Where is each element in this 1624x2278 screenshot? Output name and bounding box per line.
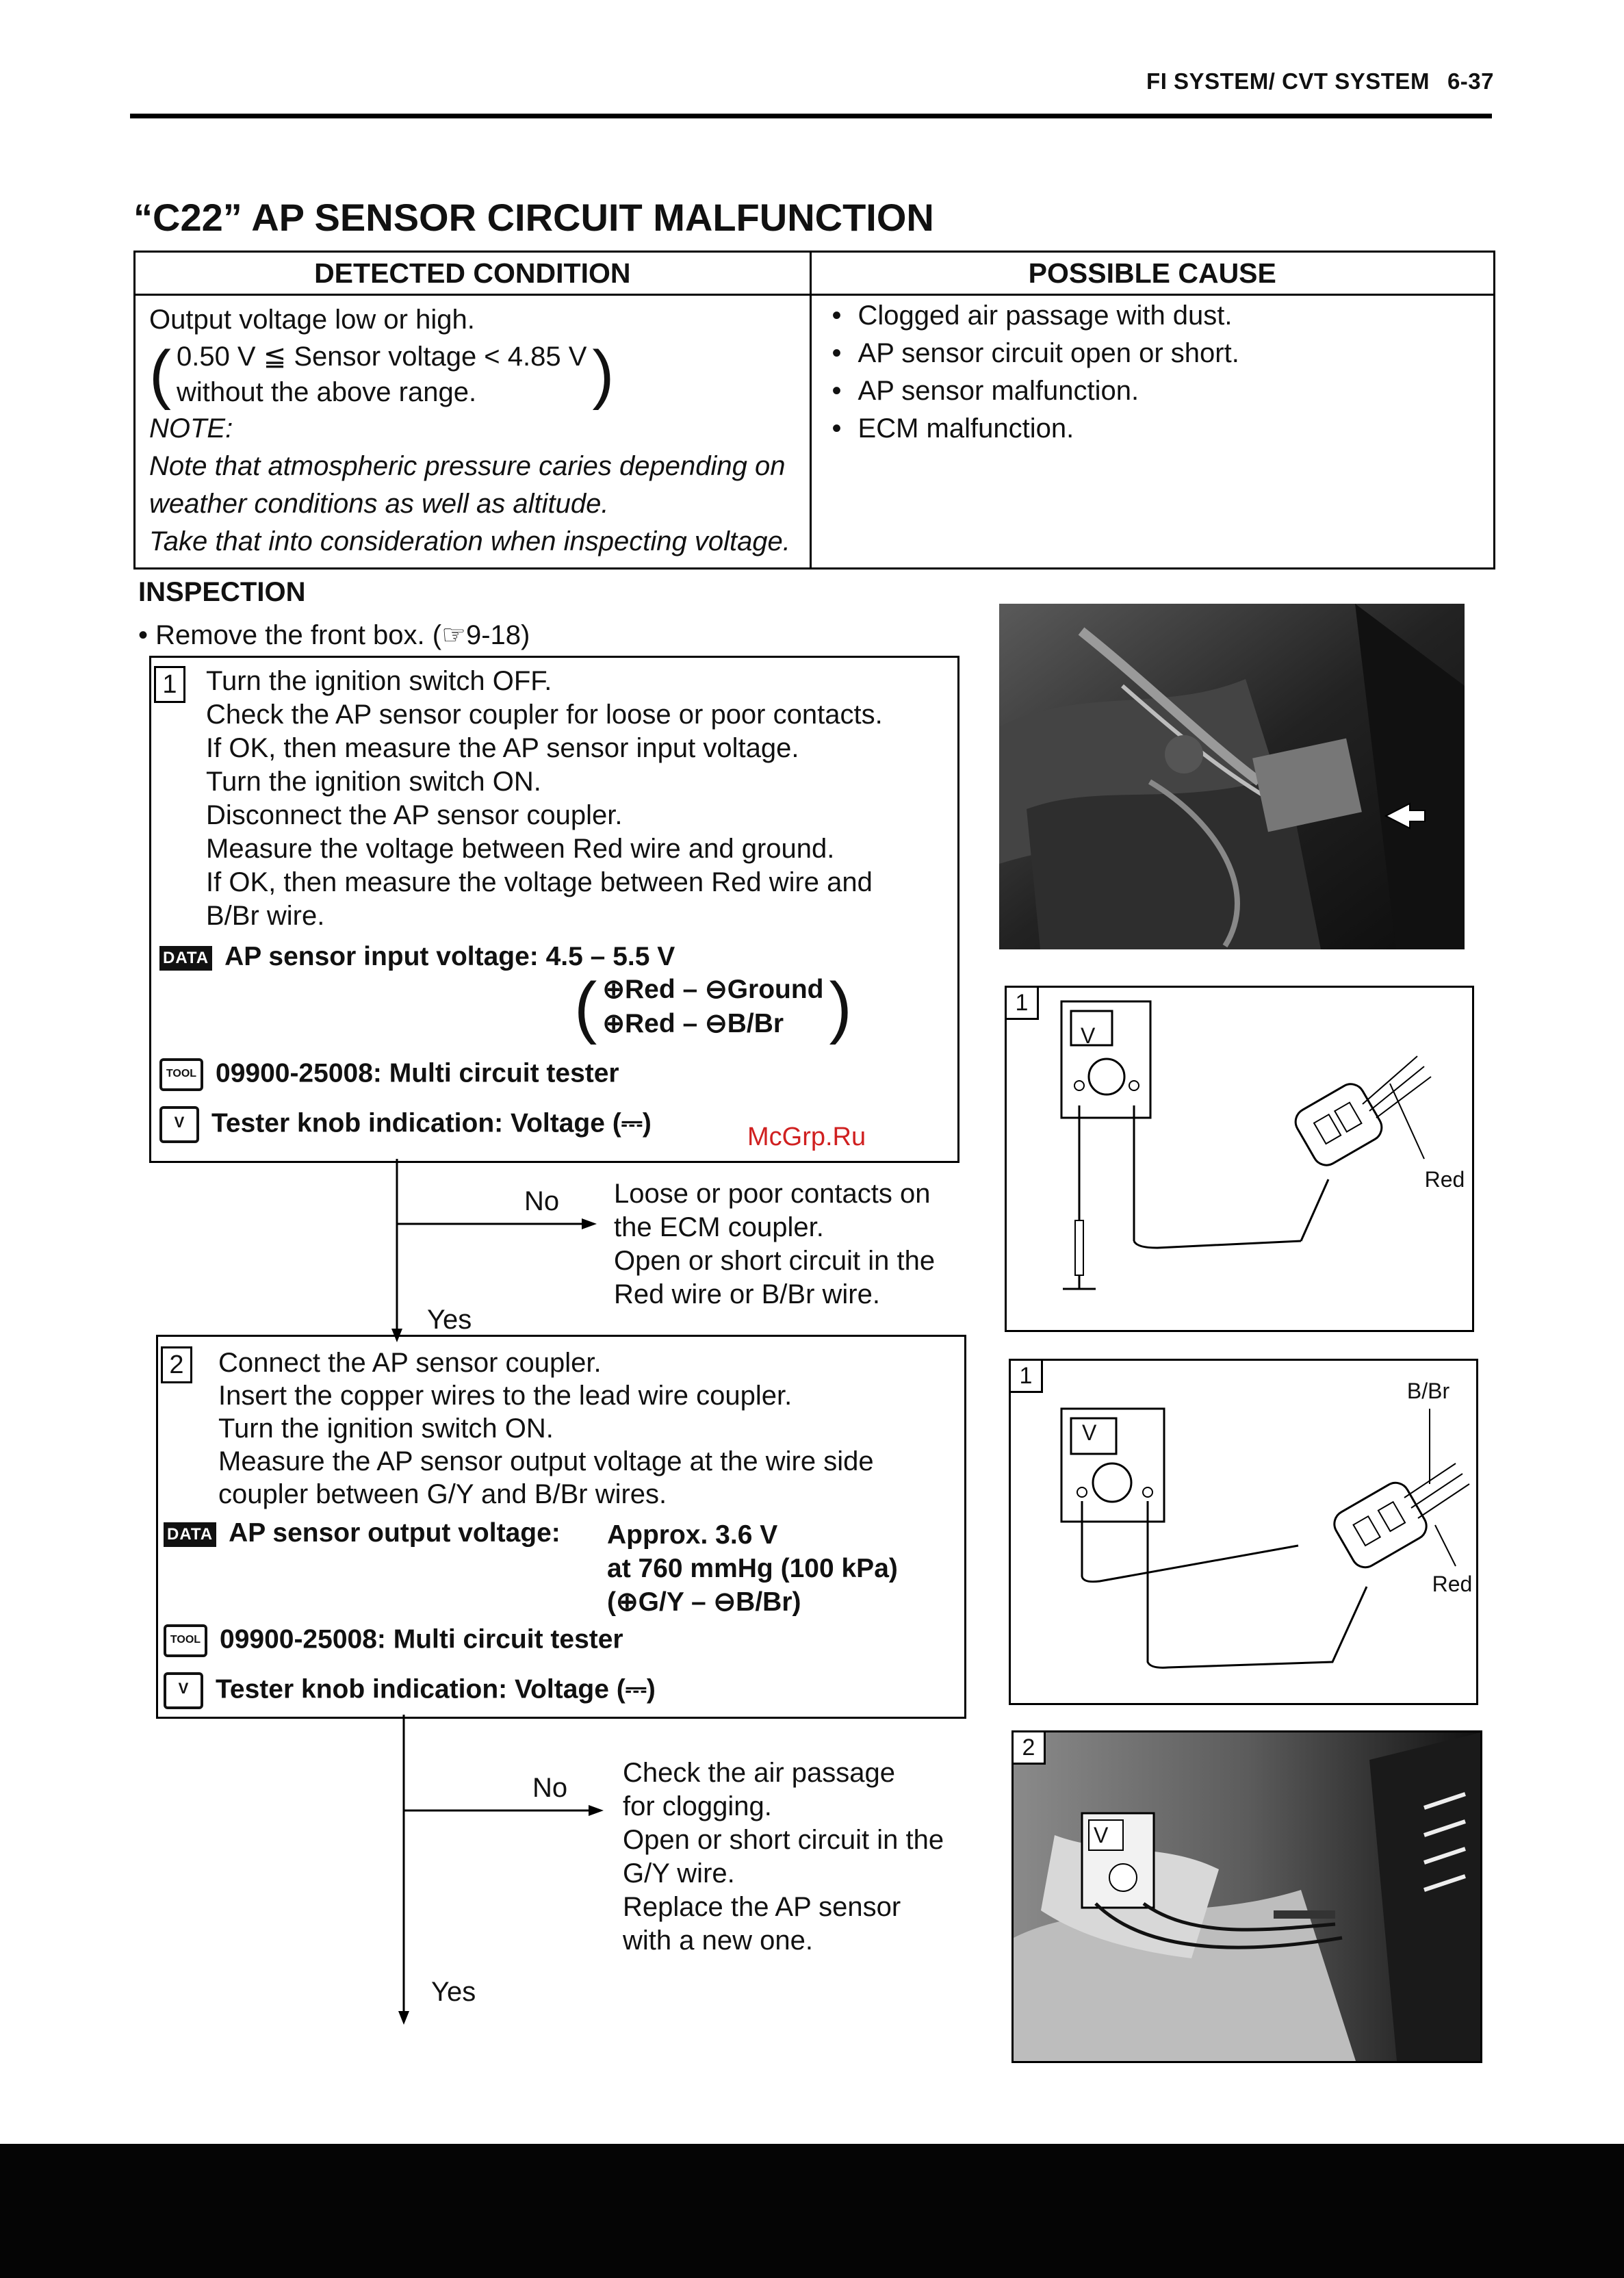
- instruction-line: Turn the ignition switch OFF.: [206, 666, 552, 696]
- wire-label-bbr: B/Br: [1406, 1379, 1450, 1403]
- figure-tag: 2: [1014, 1732, 1046, 1765]
- cause-item: • AP sensor malfunction.: [825, 372, 1484, 410]
- scan-bottom-edge: [0, 2144, 1624, 2278]
- note-label: NOTE:: [149, 413, 233, 444]
- flow-1-arrows: [383, 1159, 602, 1344]
- step-2-box: [156, 1335, 966, 1719]
- knob-text: Tester knob indication: Voltage (⎓): [211, 1108, 652, 1138]
- header-page: 6-37: [1447, 68, 1494, 94]
- condition-text: Output voltage low or high.: [149, 305, 475, 335]
- instruction-line: Turn the ignition switch ON.: [218, 1413, 554, 1444]
- spec-value: Approx. 3.6 V: [607, 1520, 778, 1550]
- probe-open-paren: (: [574, 969, 597, 1045]
- probe-connections: [574, 969, 852, 1045]
- output-voltage-photo: [1011, 1730, 1482, 2063]
- result-line: Loose or poor contacts on: [614, 1179, 931, 1209]
- condition-table: [133, 251, 1495, 570]
- step-1-number: 1: [154, 666, 185, 703]
- result-line: the ECM coupler.: [614, 1212, 824, 1242]
- figure-tag: 1: [1011, 1361, 1043, 1393]
- tool-icon: TOOL: [164, 1624, 207, 1657]
- step-2-tool: [164, 1624, 623, 1657]
- header-rule: [130, 114, 1492, 118]
- tester-photo-image: [1014, 1732, 1480, 2061]
- note-line: weather conditions as well as altitude.: [149, 489, 609, 519]
- flow-2-yes-label: Yes: [431, 1977, 476, 2007]
- engine-bay-image: [999, 604, 1465, 949]
- ap-sensor-location-photo: [999, 604, 1465, 949]
- instruction-line: B/Br wire.: [206, 901, 325, 931]
- spec-value: (⊕G/Y – ⊖B/Br): [607, 1587, 801, 1617]
- instruction-line: Measure the AP sensor output voltage at the wire side: [218, 1446, 874, 1476]
- output-voltage-values: [607, 1518, 898, 1619]
- note-line: Note that atmospheric pressure caries depending on: [149, 451, 786, 481]
- flow-2-no-result: [623, 1756, 944, 1958]
- probe-line: ⊕Red – ⊖Ground: [602, 975, 824, 1004]
- result-line: Open or short circuit in the: [623, 1825, 944, 1855]
- instruction-line: Insert the copper wires to the lead wire coupler.: [218, 1381, 792, 1411]
- knob-text: Tester knob indication: Voltage (⎓): [216, 1674, 656, 1704]
- input-voltage-spec: AP sensor input voltage: 4.5 – 5.5 V: [224, 942, 675, 971]
- result-line: Check the air passage: [623, 1758, 896, 1788]
- instruction-line: Disconnect the AP sensor coupler.: [206, 800, 623, 830]
- instruction-line: If OK, then measure the AP sensor input voltage.: [206, 733, 799, 763]
- figure-red-ground-test: [1005, 986, 1474, 1332]
- range-close-paren: ): [592, 337, 615, 411]
- result-line: for clogging.: [623, 1791, 772, 1821]
- result-line: G/Y wire.: [623, 1858, 735, 1889]
- step-2-spec: [164, 1518, 560, 1548]
- figure-red-bbr-test: [1009, 1359, 1478, 1705]
- instruction-line: Connect the AP sensor coupler.: [218, 1348, 602, 1378]
- result-line: Red wire or B/Br wire.: [614, 1279, 880, 1309]
- cause-item: • AP sensor circuit open or short.: [825, 335, 1484, 372]
- note-line: Take that into consideration when inspecting voltage.: [149, 526, 790, 556]
- result-line: Replace the AP sensor: [623, 1892, 901, 1922]
- flow-1-no-label: No: [524, 1186, 560, 1216]
- header-section: FI SYSTEM/ CVT SYSTEM: [1146, 68, 1430, 94]
- step-1-box: [149, 656, 959, 1163]
- step-1-instructions: [206, 665, 883, 933]
- cause-list: [825, 297, 1484, 448]
- page-title: “C22” AP SENSOR CIRCUIT MALFUNCTION: [133, 196, 934, 239]
- cause-item: • ECM malfunction.: [825, 410, 1484, 448]
- data-icon: DATA: [159, 946, 212, 971]
- step-1-knob: [159, 1106, 652, 1143]
- range-note: without the above range.: [176, 377, 477, 407]
- running-header: [1129, 68, 1494, 94]
- possible-cause-header: POSSIBLE CAUSE: [810, 252, 1494, 295]
- tester-knob-icon: V: [164, 1672, 203, 1709]
- flow-1-yes-label: Yes: [427, 1305, 472, 1335]
- probe-close-paren: ): [829, 969, 852, 1045]
- probe-line: ⊕Red – ⊖B/Br: [602, 1009, 784, 1038]
- remove-front-box-step: • Remove the front box. (☞9-18): [138, 620, 530, 650]
- range-open-paren: (: [149, 337, 171, 411]
- tool-text: 09900-25008: Multi circuit tester: [220, 1624, 623, 1654]
- instruction-line: Check the AP sensor coupler for loose or poor contacts.: [206, 700, 883, 730]
- wire-label-red: Red: [1432, 1572, 1473, 1596]
- step-2-instructions: [218, 1346, 874, 1511]
- meter-label: V: [1082, 1420, 1097, 1445]
- instruction-line: Turn the ignition switch ON.: [206, 767, 541, 797]
- data-icon: DATA: [164, 1522, 216, 1547]
- step-1-tool: [159, 1058, 619, 1091]
- figure-tag: 1: [1007, 988, 1039, 1020]
- flow-2-arrows: [390, 1715, 609, 2030]
- tester-diagram: [1011, 1361, 1476, 1703]
- result-line: with a new one.: [623, 1925, 813, 1956]
- detected-condition-header: DETECTED CONDITION: [135, 252, 811, 295]
- tool-icon: TOOL: [159, 1058, 203, 1091]
- meter-label: V: [1094, 1823, 1109, 1847]
- wire-label-red: Red: [1424, 1167, 1465, 1192]
- inspection-heading: INSPECTION: [138, 577, 306, 607]
- meter-label: V: [1081, 1023, 1096, 1048]
- output-voltage-label: AP sensor output voltage:: [229, 1518, 560, 1548]
- flow-1-no-result: [614, 1177, 935, 1311]
- step-2-knob: [164, 1672, 656, 1709]
- instruction-line: coupler between G/Y and B/Br wires.: [218, 1479, 667, 1509]
- tool-text: 09900-25008: Multi circuit tester: [216, 1058, 619, 1088]
- tester-diagram: [1007, 988, 1472, 1330]
- range-formula: 0.50 V ≦ Sensor voltage < 4.85 V: [176, 342, 587, 372]
- voltage-range: [149, 339, 800, 410]
- watermark: McGrp.Ru: [747, 1123, 866, 1151]
- tester-knob-icon: V: [159, 1106, 199, 1143]
- detected-condition-cell: [135, 295, 811, 569]
- possible-cause-cell: [810, 295, 1494, 569]
- instruction-line: If OK, then measure the voltage between Red wire and: [206, 867, 873, 897]
- step-2-number: 2: [161, 1346, 192, 1383]
- flow-2-no-label: No: [532, 1773, 568, 1803]
- step-1-spec: [159, 942, 675, 972]
- spec-value: at 760 mmHg (100 kPa): [607, 1554, 898, 1583]
- instruction-line: Measure the voltage between Red wire and ground.: [206, 834, 835, 864]
- result-line: Open or short circuit in the: [614, 1246, 936, 1276]
- cause-item: • Clogged air passage with dust.: [825, 297, 1484, 335]
